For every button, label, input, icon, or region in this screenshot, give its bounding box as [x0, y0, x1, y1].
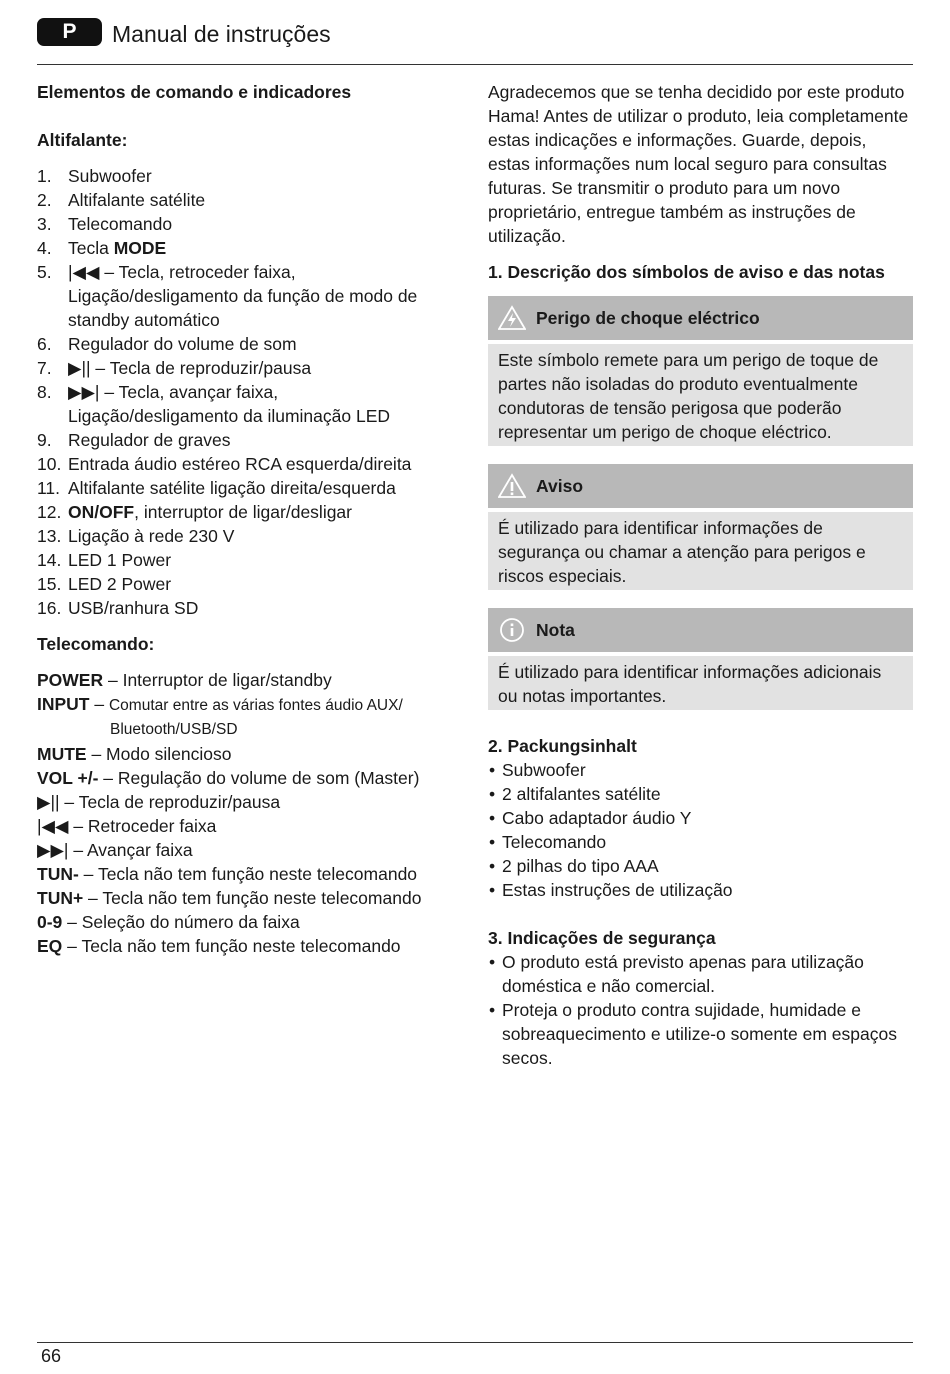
- list-item: 7. ▶|| – Tecla de reproduzir/pausa: [37, 358, 312, 378]
- page-number: 66: [41, 1346, 62, 1366]
- speaker-items-list: [37, 164, 447, 620]
- list-item: • O produto está previsto apenas para utilização doméstica e não comercial.: [488, 950, 913, 998]
- list-item: 3. Telecomando: [37, 214, 173, 234]
- list-item: TUN+ – Tecla não tem função neste telecomando: [37, 888, 422, 908]
- left-column: [37, 80, 447, 958]
- list-item: 15. LED 2 Power: [37, 574, 172, 594]
- box-body: É utilizado para identificar informações de segurança ou chamar a atenção para perigos e riscos especiais.: [488, 512, 913, 590]
- box-body: É utilizado para identificar informações adicionais ou notas importantes.: [488, 656, 913, 710]
- list-item: • 2 altifalantes satélite: [488, 782, 913, 806]
- list-item: • 2 pilhas do tipo AAA: [488, 854, 913, 878]
- info-icon: [498, 617, 526, 643]
- list-item: 2. Altifalante satélite: [37, 190, 206, 210]
- remote-list: [37, 668, 447, 958]
- safety-list: [488, 950, 913, 1070]
- lightning-warning-icon: [498, 305, 526, 331]
- section-1-heading: 1. Descrição dos símbolos de aviso e das notas: [488, 262, 885, 282]
- list-item: • Estas instruções de utilização: [488, 878, 913, 902]
- list-item: 11. Altifalante satélite ligação direita/esquerda: [37, 478, 396, 498]
- list-item: 1. Subwoofer: [37, 166, 152, 186]
- exclamation-warning-icon: [498, 473, 526, 499]
- list-item: ▶▶| – Avançar faixa: [37, 840, 193, 860]
- remote-subheading: Telecomando:: [37, 634, 155, 654]
- box-header: Nota: [488, 608, 913, 652]
- controls-heading: Elementos de comando e indicadores: [37, 82, 352, 102]
- list-item: INPUT – Comutar entre as várias fontes áudio AUX/ Bluetooth/USB/SD: [37, 694, 403, 738]
- list-item: • Proteja o produto contra sujidade, humidade e sobreaquecimento e utilize-o somente em espaços secos.: [488, 998, 913, 1070]
- list-item: ▶|| – Tecla de reproduzir/pausa: [37, 792, 281, 812]
- list-item: 4. Tecla MODE: [37, 238, 167, 258]
- right-column: [488, 80, 913, 1070]
- list-item: 6. Regulador do volume de som: [37, 334, 297, 354]
- list-item: MUTE – Modo silencioso: [37, 744, 232, 764]
- list-item: • Subwoofer: [488, 758, 913, 782]
- note-box: [488, 608, 913, 710]
- list-item: 5. |◀◀ – Tecla, retroceder faixa, Ligação/desligamento da função de modo de standby automático: [37, 262, 418, 330]
- list-item: POWER – Interruptor de ligar/standby: [37, 670, 332, 690]
- box-header: Aviso: [488, 464, 913, 508]
- footer-rule: [37, 1342, 913, 1343]
- speaker-subheading: Altifalante:: [37, 130, 128, 150]
- list-item: 10. Entrada áudio estéreo RCA esquerda/direita: [37, 454, 412, 474]
- list-item: 12. ON/OFF, interruptor de ligar/desligar: [37, 502, 352, 522]
- page-title: Manual de instruções: [112, 21, 331, 47]
- list-item: 13. Ligação à rede 230 V: [37, 526, 235, 546]
- warning-box-caution: [488, 464, 913, 590]
- section-2-heading: 2. Packungsinhalt: [488, 736, 637, 756]
- list-item: EQ – Tecla não tem função neste telecomando: [37, 936, 401, 956]
- list-item: |◀◀ – Retroceder faixa: [37, 816, 217, 836]
- list-item: TUN- – Tecla não tem função neste telecomando: [37, 864, 418, 884]
- list-item: • Cabo adaptador áudio Y: [488, 806, 913, 830]
- box-header: Perigo de choque eléctrico: [488, 296, 913, 340]
- box-body: Este símbolo remete para um perigo de toque de partes não isoladas do produto eventualmente condutoras de tensão perigosa que poderão representar um perigo de choque eléctrico.: [488, 344, 913, 446]
- language-badge: P: [37, 18, 102, 46]
- list-item: 8. ▶▶| – Tecla, avançar faixa, Ligação/desligamento da iluminação LED: [37, 382, 391, 426]
- list-item: 14. LED 1 Power: [37, 550, 172, 570]
- list-item: 9. Regulador de graves: [37, 430, 231, 450]
- list-item: • Telecomando: [488, 830, 913, 854]
- header-rule: [37, 64, 913, 65]
- list-item: 16. USB/ranhura SD: [37, 598, 199, 618]
- list-item: 0-9 – Seleção do número da faixa: [37, 912, 300, 932]
- package-contents-list: [488, 758, 913, 902]
- intro-paragraph: Agradecemos que se tenha decidido por este produto Hama! Antes de utilizar o produto, leia completamente estas indicações e informações. Guarde, depois, estas informações num local seguro para consultas futuras. Se transmitir o produto para um novo proprietário, entregue também as instruções de utilização.: [488, 82, 909, 246]
- warning-box-electric: [488, 296, 913, 446]
- list-item: VOL +/- – Regulação do volume de som (Master): [37, 768, 420, 788]
- section-3-heading: 3. Indicações de segurança: [488, 928, 716, 948]
